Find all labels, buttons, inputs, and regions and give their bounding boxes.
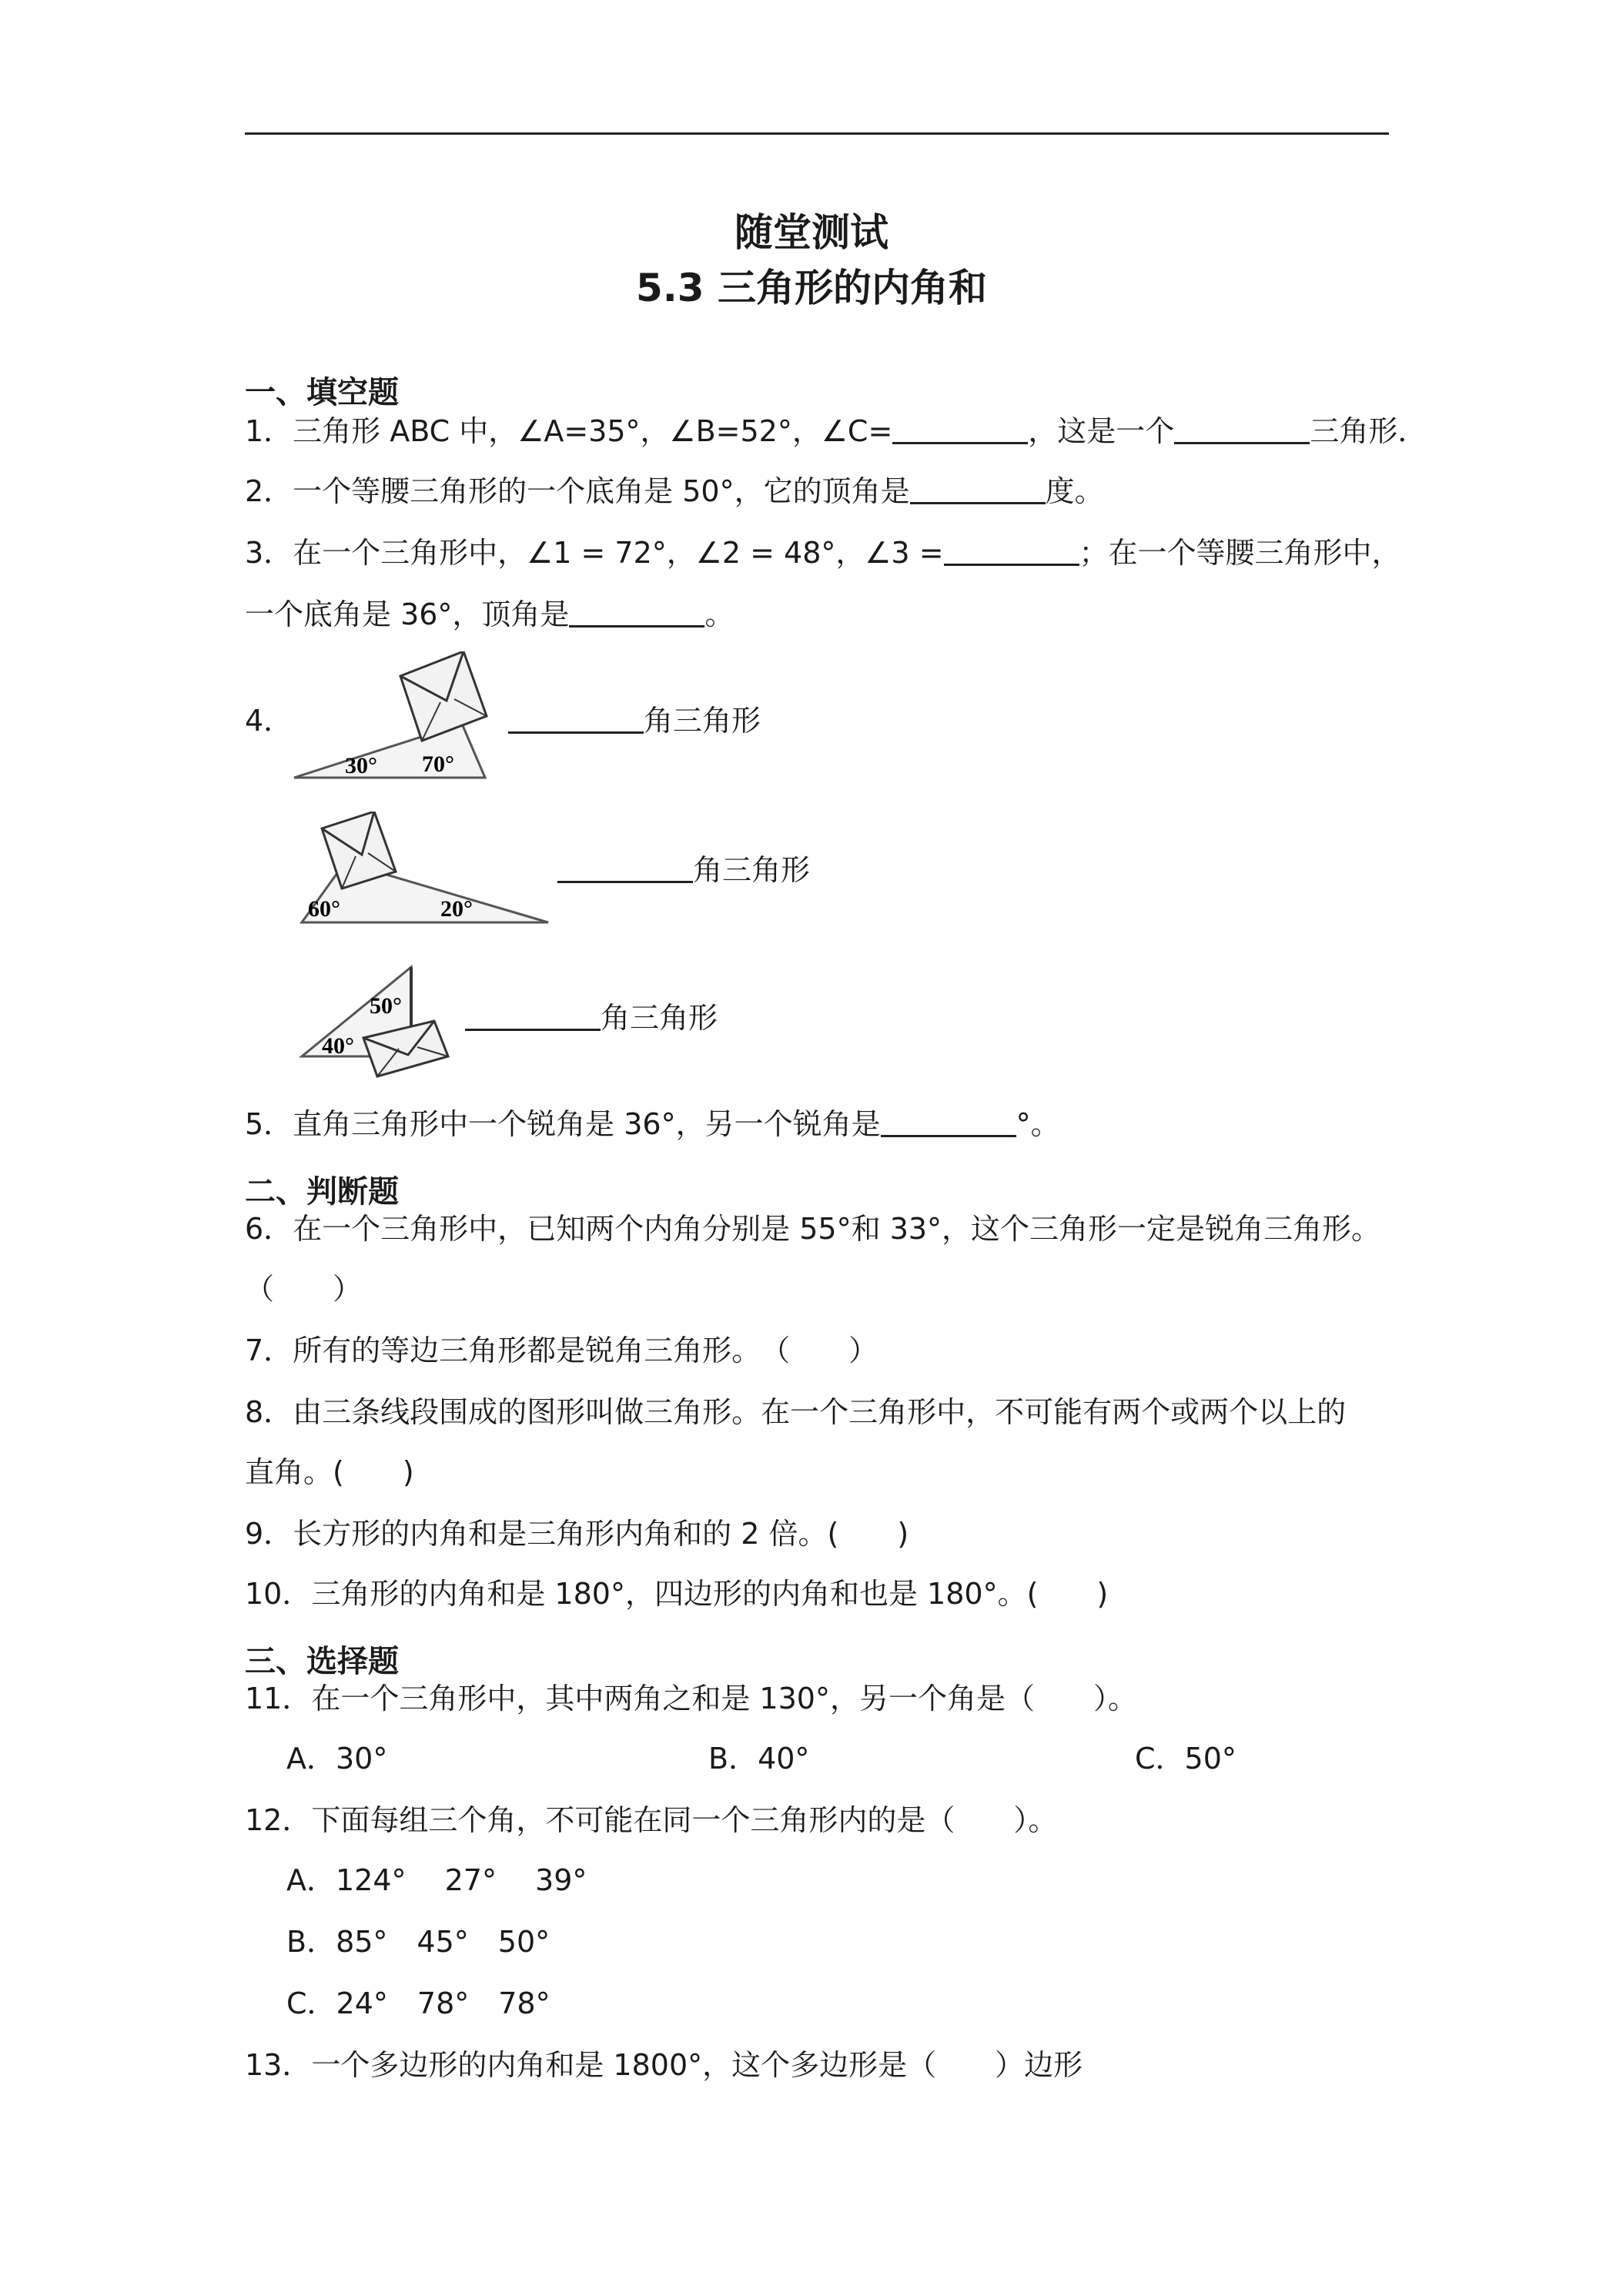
question-13: 13．一个多边形的内角和是 1800°，这个多边形是（ ）边形 bbox=[245, 2048, 1083, 2082]
question-6: 6．在一个三角形中，已知两个内角分别是 55°和 33°，这个三角形一定是锐角三角形。 bbox=[245, 1212, 1381, 1246]
answer-blank[interactable] bbox=[465, 1001, 601, 1031]
question-4-answer-2: 角三角形 bbox=[557, 852, 810, 889]
question-8: 8．由三条线段围成的图形叫做三角形。在一个三角形中，不可能有两个或两个以上的 bbox=[245, 1395, 1347, 1429]
question-6-bracket: （ ） bbox=[245, 1272, 363, 1306]
figure-triangle-1 bbox=[291, 651, 497, 782]
answer-blank[interactable] bbox=[557, 853, 693, 883]
question-5: 5．直角三角形中一个锐角是 36°，另一个锐角是 °。 bbox=[245, 1107, 1060, 1141]
question-3: 3．在一个三角形中，∠1 = 72°，∠2 = 48°，∠3 = ；在一个等腰三角形中， bbox=[245, 536, 1401, 570]
section-judge-heading: 二、判断题 bbox=[245, 1174, 399, 1210]
question-8-cont: 直角。( ) bbox=[245, 1455, 414, 1489]
angle-label: 70° bbox=[422, 751, 454, 777]
option-a[interactable]: A．30° bbox=[286, 1742, 388, 1776]
question-4-answer-3: 角三角形 bbox=[465, 999, 718, 1036]
angle-label: 30° bbox=[345, 753, 377, 778]
answer-blank[interactable] bbox=[508, 704, 644, 734]
angle-label: 40° bbox=[322, 1033, 354, 1059]
question-4-number: 4． bbox=[245, 704, 293, 738]
page-title: 随堂测试 bbox=[735, 210, 888, 255]
answer-blank[interactable] bbox=[881, 1107, 1016, 1137]
question-4-answer-1: 角三角形 bbox=[508, 702, 761, 739]
question-7: 7．所有的等边三角形都是锐角三角形。 （ ） bbox=[245, 1334, 878, 1367]
question-2: 2．一个等腰三角形的一个底角是 50°，它的顶角是 度。 bbox=[245, 474, 1104, 508]
answer-blank[interactable] bbox=[944, 536, 1079, 566]
triangle-shape bbox=[294, 724, 485, 778]
question-1: 1．三角形 ABC 中，∠A=35°，∠B=52°，∠C= ，这是一个 三角形． bbox=[245, 414, 1427, 448]
answer-blank[interactable] bbox=[892, 414, 1028, 444]
option-a[interactable]: A．124° 27° 39° bbox=[286, 1863, 587, 1897]
option-b[interactable]: B．40° bbox=[708, 1742, 810, 1776]
figure-triangle-2 bbox=[299, 812, 553, 932]
option-c[interactable]: C．24° 78° 78° bbox=[286, 1986, 550, 2020]
option-c[interactable]: C．50° bbox=[1135, 1742, 1236, 1776]
envelope-icon bbox=[400, 651, 487, 741]
page-subtitle: 5.3 三角形的内角和 bbox=[636, 266, 987, 310]
question-10: 10．三角形的内角和是 180°，四边形的内角和也是 180°。( ) bbox=[245, 1577, 1109, 1611]
question-9: 9．长方形的内角和是三角形内角和的 2 倍。( ) bbox=[245, 1517, 909, 1551]
question-12: 12．下面每组三个角，不可能在同一个三角形内的是（ ）。 bbox=[245, 1803, 1058, 1837]
figure-triangle-3 bbox=[299, 959, 463, 1081]
angle-label: 60° bbox=[308, 896, 340, 922]
answer-blank[interactable] bbox=[1174, 414, 1310, 444]
angle-label: 20° bbox=[440, 896, 473, 922]
option-b[interactable]: B．85° 45° 50° bbox=[286, 1925, 550, 1959]
answer-blank[interactable] bbox=[910, 474, 1046, 504]
question-11: 11．在一个三角形中，其中两角之和是 130°，另一个角是（ ）。 bbox=[245, 1682, 1137, 1715]
answer-blank[interactable] bbox=[569, 597, 704, 628]
section-fill-heading: 一、填空题 bbox=[245, 375, 399, 410]
section-choice-heading: 三、选择题 bbox=[245, 1644, 399, 1679]
question-3-cont: 一个底角是 36°，顶角是 。 bbox=[245, 597, 735, 631]
header-rule bbox=[245, 132, 1389, 135]
angle-label: 50° bbox=[370, 993, 402, 1019]
